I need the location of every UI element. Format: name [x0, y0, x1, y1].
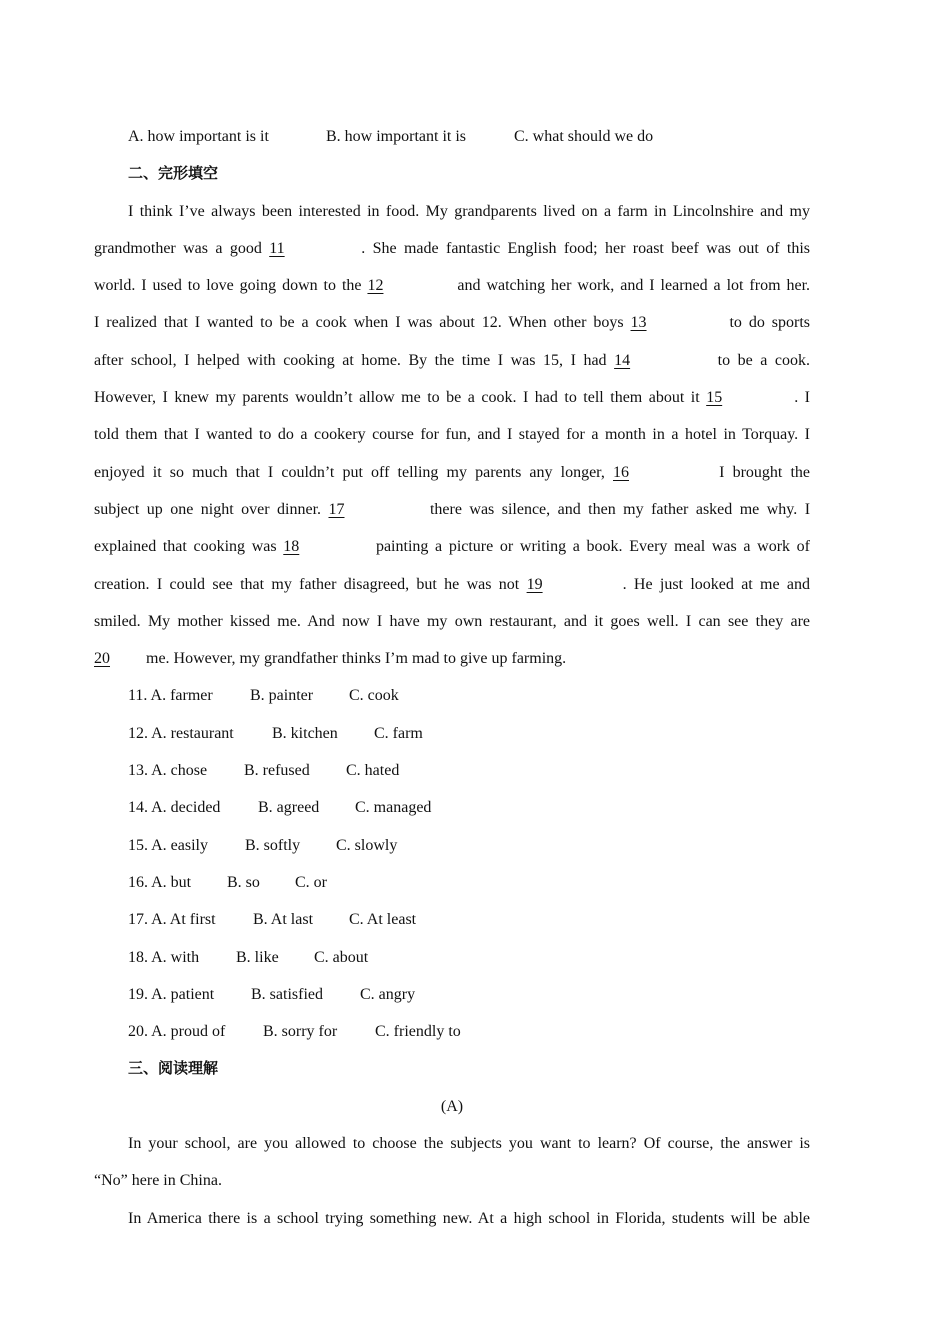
passage-line: world. I used to love going down to the 12 and watching her work, and I learned a lot from her. [94, 267, 810, 304]
passage-line: subject up one night over dinner. 17 there was silence, and then my father asked me why. I [94, 491, 810, 528]
option-b: B. how important it is [326, 128, 466, 145]
question-item [94, 939, 810, 976]
option-b: B. At last [253, 911, 314, 929]
question-item [94, 789, 810, 826]
question-item [94, 677, 810, 714]
option-a: 14. A. decided [128, 799, 221, 817]
option-c: C. hated [346, 762, 400, 780]
blank-20: 20 [94, 650, 110, 668]
passage-line: told them that I wanted to do a cookery course for fun, and I stayed for a month in a hotel in Torquay. I [94, 426, 810, 444]
question-item [94, 976, 810, 1013]
passage-line: after school, I helped with cooking at home. By the time I was 15, I had 14 to be a cook. [94, 342, 810, 379]
section-2-title: 二、完形填空 [128, 164, 219, 183]
question-item [94, 827, 810, 864]
cloze-passage [94, 193, 810, 678]
blank-15: 15 [706, 389, 723, 407]
passage-line: I think I’ve always been interested in food. My grandparents lived on a farm in Lincolnshire and my [128, 202, 810, 220]
option-a: 18. A. with [128, 948, 200, 966]
blank-14: 14 [614, 351, 631, 369]
option-c: C. farm [374, 724, 423, 742]
passage-line: In your school, are you allowed to choose the subjects you want to learn? Of course, the answer is [128, 1135, 810, 1153]
option-c: C. or [295, 873, 327, 891]
option-a: 13. A. chose [128, 762, 208, 780]
question-item [94, 864, 810, 901]
option-b: B. like [236, 948, 279, 966]
passage-line: enjoyed it so much that I couldn’t put off telling my parents any longer, 16 I brought the [94, 454, 810, 491]
option-b: B. sorry for [263, 1023, 338, 1041]
blank-11: 11 [269, 239, 285, 257]
option-b: B. softly [245, 836, 301, 854]
option-b: B. so [227, 873, 260, 891]
option-c: C. what should we do [514, 128, 654, 145]
question-item [94, 1013, 810, 1050]
question-item [94, 901, 810, 938]
passage-line: I realized that I wanted to be a cook when I was about 12. When other boys 13 to do sports [94, 304, 810, 341]
blank-13: 13 [630, 314, 647, 332]
worksheet-page [94, 118, 810, 1237]
passage-line: creation. I could see that my father disagreed, but he was not 19 . He just looked at me and [94, 566, 810, 603]
passage-line: 20 me. However, my grandfather thinks I’m mad to give up farming. [94, 640, 810, 677]
question-item [94, 752, 810, 789]
option-c: C. cook [349, 687, 399, 705]
blank-19: 19 [526, 575, 543, 593]
option-c: C. friendly to [375, 1023, 461, 1041]
option-a: 20. A. proud of [128, 1023, 226, 1041]
option-a: 15. A. easily [128, 836, 208, 854]
option-b: B. agreed [258, 799, 320, 817]
option-a: 19. A. patient [128, 985, 215, 1003]
option-c: C. At least [349, 911, 417, 929]
reading-a-label: (A) [440, 1097, 464, 1115]
option-c: C. angry [360, 985, 416, 1003]
section-3-title: 三、阅读理解 [128, 1059, 219, 1078]
blank-16: 16 [613, 463, 629, 481]
blank-12: 12 [367, 277, 384, 295]
option-a: 11. A. farmer [128, 687, 213, 705]
question-list [94, 677, 810, 1050]
option-c: C. managed [355, 799, 432, 817]
passage-line: smiled. My mother kissed me. And now I have my own restaurant, and it goes well. I can see they are [94, 612, 810, 630]
option-b: B. painter [250, 687, 314, 705]
blank-17: 17 [328, 500, 345, 518]
option-c: C. slowly [336, 836, 398, 854]
passage-line: explained that cooking was 18 painting a picture or writing a book. Every meal was a work of [94, 528, 810, 565]
passage-line: However, I knew my parents wouldn’t allow me to be a cook. I had to tell them about it 15 . I [94, 379, 810, 416]
option-a: 12. A. restaurant [128, 724, 234, 742]
option-a: 16. A. but [128, 873, 192, 891]
option-a: A. how important is it [128, 128, 269, 145]
blank-18: 18 [283, 538, 300, 556]
option-b: B. refused [244, 762, 310, 780]
passage-line: In America there is a school trying something new. At a high school in Florida, students will be able [128, 1209, 810, 1227]
option-b: B. satisfied [251, 985, 323, 1003]
reading-a-passage [94, 1125, 810, 1237]
passage-line: “No” here in China. [94, 1172, 222, 1190]
question-item [94, 715, 810, 752]
option-a: 17. A. At first [128, 911, 216, 929]
option-b: B. kitchen [272, 724, 338, 742]
q10-options [94, 118, 810, 155]
option-c: C. about [314, 948, 369, 966]
passage-line: grandmother was a good 11 . She made fantastic English food; her roast beef was out of this [94, 230, 810, 267]
